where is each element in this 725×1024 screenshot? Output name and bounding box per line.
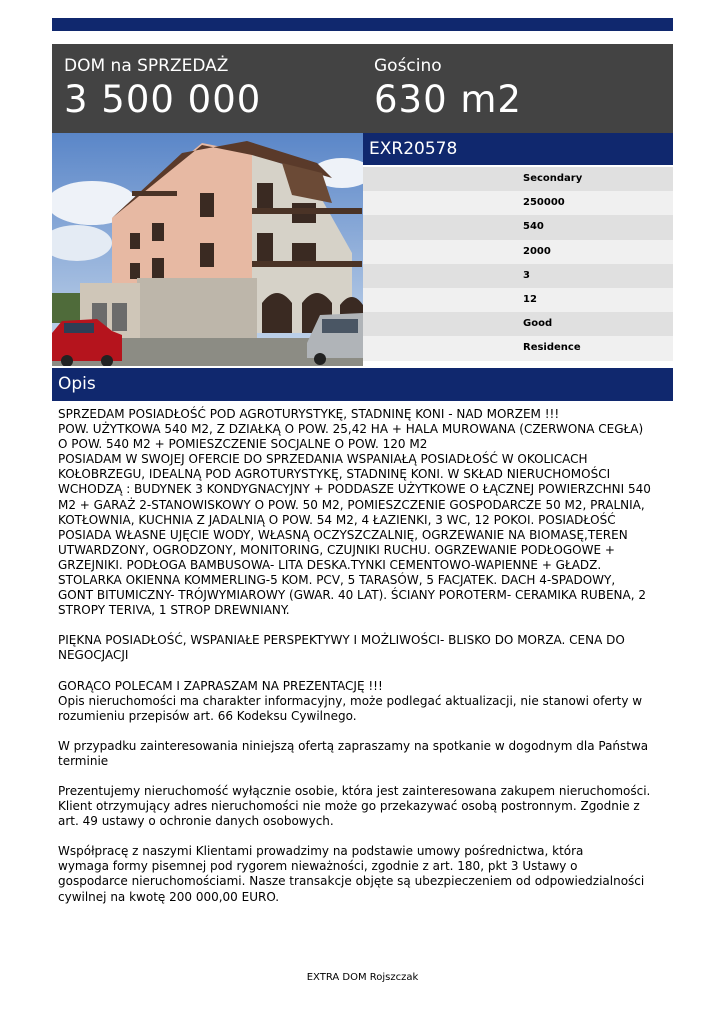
description-paragraph: W przypadku zainteresowania niniejszą ofertą zapraszamy na spotkanie w dogodnym dla Państwa terminie: [58, 738, 649, 768]
area: 630 m2: [374, 78, 522, 121]
description-paragraph: PIĘKNA POSIADŁOŚĆ, WSPANIAŁE PERSPEKTYWY I MOŻLIWOŚCI- BLISKO DO MORZA. CENA DO NEGOCJACJI: [58, 633, 625, 663]
reference-bar: [363, 133, 673, 165]
price: 3 500 000: [64, 78, 262, 121]
description-paragraph: Prezentujemy nieruchomość wyłącznie osobie, która jest zainteresowana zakupem nieruchomości. Klient otrzymujący adres nieruchomości nie może go przekazywać osobą postronnym. Zgodnie z art. 49 ustawy o ochronie danych osobowych.: [58, 783, 651, 829]
detail-value: 12: [523, 293, 537, 305]
top-accent-bar: [52, 18, 673, 31]
description-section-header: [52, 368, 673, 401]
header-right: [374, 56, 522, 122]
detail-row: [363, 264, 673, 288]
detail-value: 3: [523, 269, 530, 281]
property-photo: [52, 133, 363, 366]
location: Gościno: [374, 56, 442, 76]
listing-header: [52, 44, 673, 133]
description-paragraph: GORĄCO POLECAM I ZAPRASZAM NA PREZENTACJĘ !!! Opis nieruchomości ma charakter informacyjny, może podlegać aktualizacji, nie stanowi oferty w rozumieniu przepisów art. 66 Kodeksu Cywilnego.: [58, 678, 643, 723]
detail-row: [363, 215, 673, 239]
detail-value: 540: [523, 221, 544, 233]
listing-reference: EXR20578: [369, 139, 458, 159]
section-title: Opis: [58, 374, 96, 394]
detail-value: Residence: [523, 342, 581, 354]
detail-value: 2000: [523, 245, 551, 257]
footer-agency: EXTRA DOM Rojszczak: [306, 972, 419, 983]
detail-value: Good: [523, 318, 553, 330]
detail-row: [363, 312, 673, 336]
detail-row: [363, 167, 673, 191]
description-paragraph: Współpracę z naszymi Klientami prowadzimy na podstawie umowy pośrednictwa, która wymaga formy pisemnej pod rygorem nieważności, zgodnie z art. 180, pkt 3 Ustawy o gospodarce nieruchomościami. Nasze transakcje objęte są ubezpieczeniem od odpowiedzialności cywilnej na kwotę 200 000,00 EURO.: [58, 844, 645, 904]
detail-row: [363, 288, 673, 312]
description-body: [58, 407, 670, 905]
detail-value: 250000: [523, 197, 565, 209]
detail-row: [363, 336, 673, 360]
detail-row: [363, 240, 673, 264]
details-table: [363, 167, 673, 361]
detail-value: Secondary: [523, 173, 583, 184]
description-paragraph: SPRZEDAM POSIADŁOŚĆ POD AGROTURYSTYKĘ, STADNINĘ KONI - NAD MORZEM !!! POW. UŻYTKOWA 540 M2, Z DZIAŁKĄ O POW. 25,42 HA + HALA MUROWANA (CZERWONA CEGŁA) O POW. 540 M2 + POMIESZCZENIE SOCJALNE O POW. 120 M2 POSIADAM W SWOJEJ OFERCIE DO SPRZEDANIA WSPANIAŁĄ POSIADŁOŚĆ W OKOLICACH KOŁOBRZEGU, IDEALNĄ POD AGROTURYSTYKĘ, STADNINĘ KONI. W SKŁAD NIERUCHOMOŚCI WCHODZĄ : BUDYNEK 3 KONDYGNACYJNY + PODDASZE UŻYTKOWE O ŁĄCZNEJ POWIERZCHNI 540 M2 + GARAŻ 2-STANOWISKOWY O POW. 50 M2, POMIESZCZENIE GOSPODARCZE 50 M2, PRALNIA, KOTŁOWNIA, KUCHNIA Z JADALNIĄ O POW. 54 M2, 4 ŁAZIENKI, 3 WC, 12 POKOI. POSIADŁOŚĆ POSIADA WŁASNE UJĘCIE WODY, WŁASNĄ OCZYSZCZALNIĘ, OGRZEWANIE NA BIOMASĘ,TEREN UTWARDZONY, OGRODZONY, MONITORING, CZUJNIKI RUCHU. OGRZEWANIE PODŁOGOWE + GRZEJNIKI. PODŁOGA BAMBUSOWA- LITA DESKA.TYNKI CEMENTOWO-WAPIENNE + GŁADZ. STOLARKA OKIENNA KOMMERLING-5 KOM. PCV, 5 TARASÓW, 5 FACJATEK. DACH 4-SPADOWY, GONT BITUMICZNY- TRÓJWYMIAROWY (GWAR. 40 LAT). ŚCIANY POROTERM- CERAMIKA RUBENA, 2 STROPY TERIVA, 1 STROP DREWNIANY.: [58, 407, 651, 618]
property-type-label: DOM na SPRZEDAŻ: [64, 56, 229, 76]
header-left: [64, 56, 261, 122]
detail-row: [363, 191, 673, 215]
